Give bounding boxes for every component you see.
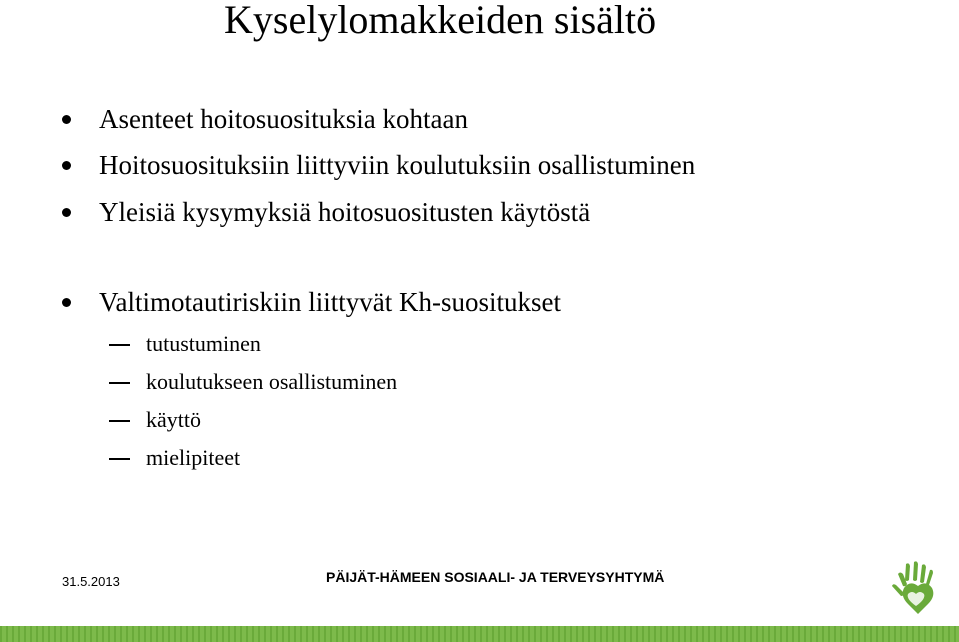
bullet-dot-icon xyxy=(62,208,71,217)
bullet-dot-icon xyxy=(62,161,71,170)
bullet-text: Hoitosuosituksiin liittyviin koulutuksiin osallistuminen xyxy=(99,150,696,180)
sub-bullet-text: mielipiteet xyxy=(146,445,241,470)
dash-icon xyxy=(109,458,130,460)
dash-icon xyxy=(109,344,130,346)
bullet-text: Valtimotautiriskiin liittyvät Kh-suositukset xyxy=(99,287,561,317)
bullet-text: Yleisiä kysymyksiä hoitosuositusten käytöstä xyxy=(99,197,591,227)
footer-green-bar xyxy=(0,626,959,642)
slide-title: Kyselylomakkeiden sisältö xyxy=(224,0,657,42)
bullet-text: Asenteet hoitosuosituksia kohtaan xyxy=(99,104,468,134)
dash-icon xyxy=(109,382,130,384)
dash-icon xyxy=(109,420,130,422)
bullet-dot-icon xyxy=(62,115,71,124)
footer-date: 31.5.2013 xyxy=(62,574,120,589)
sub-bullet-text: tutustuminen xyxy=(146,331,261,356)
footer-organization: PÄIJÄT-HÄMEEN SOSIAALI- JA TERVEYSYHTYMÄ xyxy=(326,569,665,585)
sub-bullet-text: käyttö xyxy=(146,407,201,432)
green-hands-heart-logo-icon xyxy=(886,560,946,616)
sub-bullet-text: koulutukseen osallistuminen xyxy=(146,369,398,394)
bullet-dot-icon xyxy=(62,298,71,307)
